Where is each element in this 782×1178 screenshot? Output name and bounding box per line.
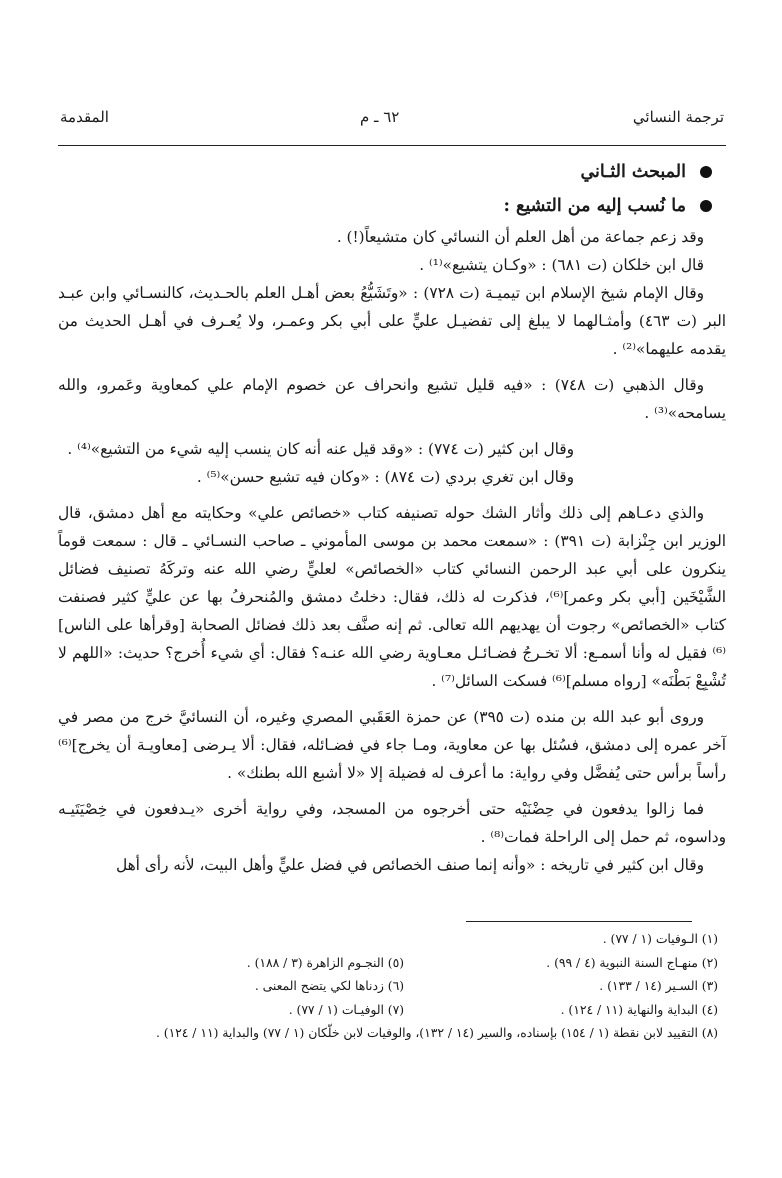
footnote-6: (٦) زدناها لكي يتضح المعنى .	[254, 979, 404, 993]
footnote-5: (٥) النجـوم الزاهرة (٣ / ١٨٨) .	[246, 955, 404, 970]
paragraph: وقد زعم جماعة من أهل العلم أن النسائي كان متشيعاً(!) .	[336, 228, 704, 246]
paragraph: وقال الإمام شيخ الإسلام ابن تيميـة (ت ٧٢٨) : «وتَشَيُّعُ بعض أهـل العلم بالحـديث، كالنسـائي وابن عبـد البر (ت ٤٦٣) وأمثـالهما لا يبلغ إلى تفضيـل عليٍّ على أبي بكر وعمـر، ولا يُعـرف في أهـل الحديث من يقدمه عليهما»⁽²⁾ .	[58, 284, 726, 358]
footnote-row	[58, 928, 718, 952]
running-header	[60, 104, 724, 134]
bullet-icon	[700, 166, 712, 178]
paragraph: والذي دعـاهم إلى ذلك وأثار الشك حوله تصنيفه كتاب «خصائص علي» وحكايته مع أهل دمشق، قال الوزير ابن جِنْزابة (ت ٣٩١) : «سمعت محمد بن موسى المأموني ـ صاحب النسـائي ـ قال : سمعت قوماً ينكرون على أبي عبد الرحمن النسائي كتاب «الخصائص» لعليٍّ رضي الله عنه وتركَهُ تصنيف فضائل الشَّيْخَين [أبي بكر وعمر]⁽⁶⁾، فذكرت له ذلك، فقال: دخلتُ دمشق والمُنحرفُ بها عن عليٍّ كثير فصنفت كتاب «الخصائص» رجوت أن يهديهم الله تعالى. ثم إنه صنَّف بعد ذلك فضائل الصحابة [وقرأها على الناس]⁽⁶⁾ فقيل له وأنا أسمـع: ألا تخـرجُ فضـائـل معـاوية رضي الله عنـه؟ فقال: أي شيء أُخرج؟ حديث: «اللهم لا تُشْبِعْ بَطْنَه» [رواه مسلم]⁽⁶⁾ فسكت السائل⁽⁷⁾ .	[58, 504, 726, 690]
footnote-8: (٨) التقييد لابن نقطة (١ / ١٥٤) بإسناده، والسير (١٤ / ١٣٢)، والوفيات لابن خلّكان (١ / ٧٧) والبداية (١١ / ١٢٤) .	[155, 1026, 718, 1040]
footnote-4: (٤) البداية والنهاية (١١ / ١٢٤) .	[560, 1002, 718, 1017]
footnote-row	[58, 952, 718, 976]
subsection-heading	[58, 189, 726, 223]
paragraph: وقال الذهبي (ت ٧٤٨) : «فيه قليل تشيع وانحراف عن خصوم الإمام علي كمعاوية وعَمرو، والله يسامحه»⁽³⁾ .	[58, 376, 726, 422]
paragraph: فما زالوا يدفعون في حِضْنَيْه حتى أخرجوه من المسجد، وفي رواية أخرى «يـدفعون في خِصْيَتَيـه وداسوه، ثم حمل إلى الراحلة فمات⁽⁸⁾ .	[58, 800, 726, 846]
footnote-3: (٣) السـير (١٤ / ١٣٣) .	[599, 979, 718, 993]
section-heading	[58, 155, 726, 189]
bullet-icon	[700, 200, 712, 212]
header-book-title: ترجمة النسائي	[632, 108, 724, 126]
header-rule	[58, 145, 726, 146]
header-section: المقدمة	[60, 108, 109, 126]
main-text	[58, 155, 726, 879]
footnote-row	[58, 975, 718, 999]
paragraph: وقال ابن كثير (ت ٧٧٤) : «وقد قيل عنه أنه كان ينسب إليه شيء من التشيع»⁽⁴⁾ .	[67, 440, 574, 458]
footnote-7: (٧) الوفيـات (١ / ٧٧) .	[288, 1002, 404, 1017]
paragraph: وقال ابن كثير في تاريخه : «وأنه إنما صنف الخصائص في فضل عليٍّ وأهل البيت، لأنه رأى أهل	[116, 856, 704, 874]
footnote-1: (١) الـوفيات (١ / ٧٧) .	[602, 932, 718, 946]
section-heading-text: المبحث الثـاني	[580, 162, 686, 182]
footnote-2: (٢) منهـاج السنة النبوية (٤ / ٩٩) .	[546, 955, 718, 970]
subsection-heading-text: ما نُسب إليه من التشيع :	[503, 196, 686, 216]
paragraph: قال ابن خلكان (ت ٦٨١) : «وكـان يتشيع»⁽¹⁾ .	[419, 256, 704, 274]
paragraph: وقال ابن تغري بردي (ت ٨٧٤) : «وكان فيه تشيع حسن»⁽⁵⁾ .	[196, 468, 574, 486]
footnote-row	[58, 999, 718, 1023]
header-page-number: ٦٢ ـ م	[360, 108, 400, 126]
footnote-rule	[466, 921, 692, 922]
paragraph: وروى أبو عبد الله بن منده (ت ٣٩٥) عن حمزة العَقَبي المصري وغيره، أن النسائيَّ خرج من مصر في آخر عمره إلى دمشق، فسُئل بها عن معاوية، ومـا جاء في فضـائله، فقال: ألا يـرضى [معاويـة أن يخرج]⁽⁶⁾ رأساً برأس حتى يُفضَّل وفي رواية: ما أعرف له فضيلة إلا «لا أشبع الله بطنك» .	[58, 708, 726, 782]
footnotes	[58, 928, 718, 1046]
